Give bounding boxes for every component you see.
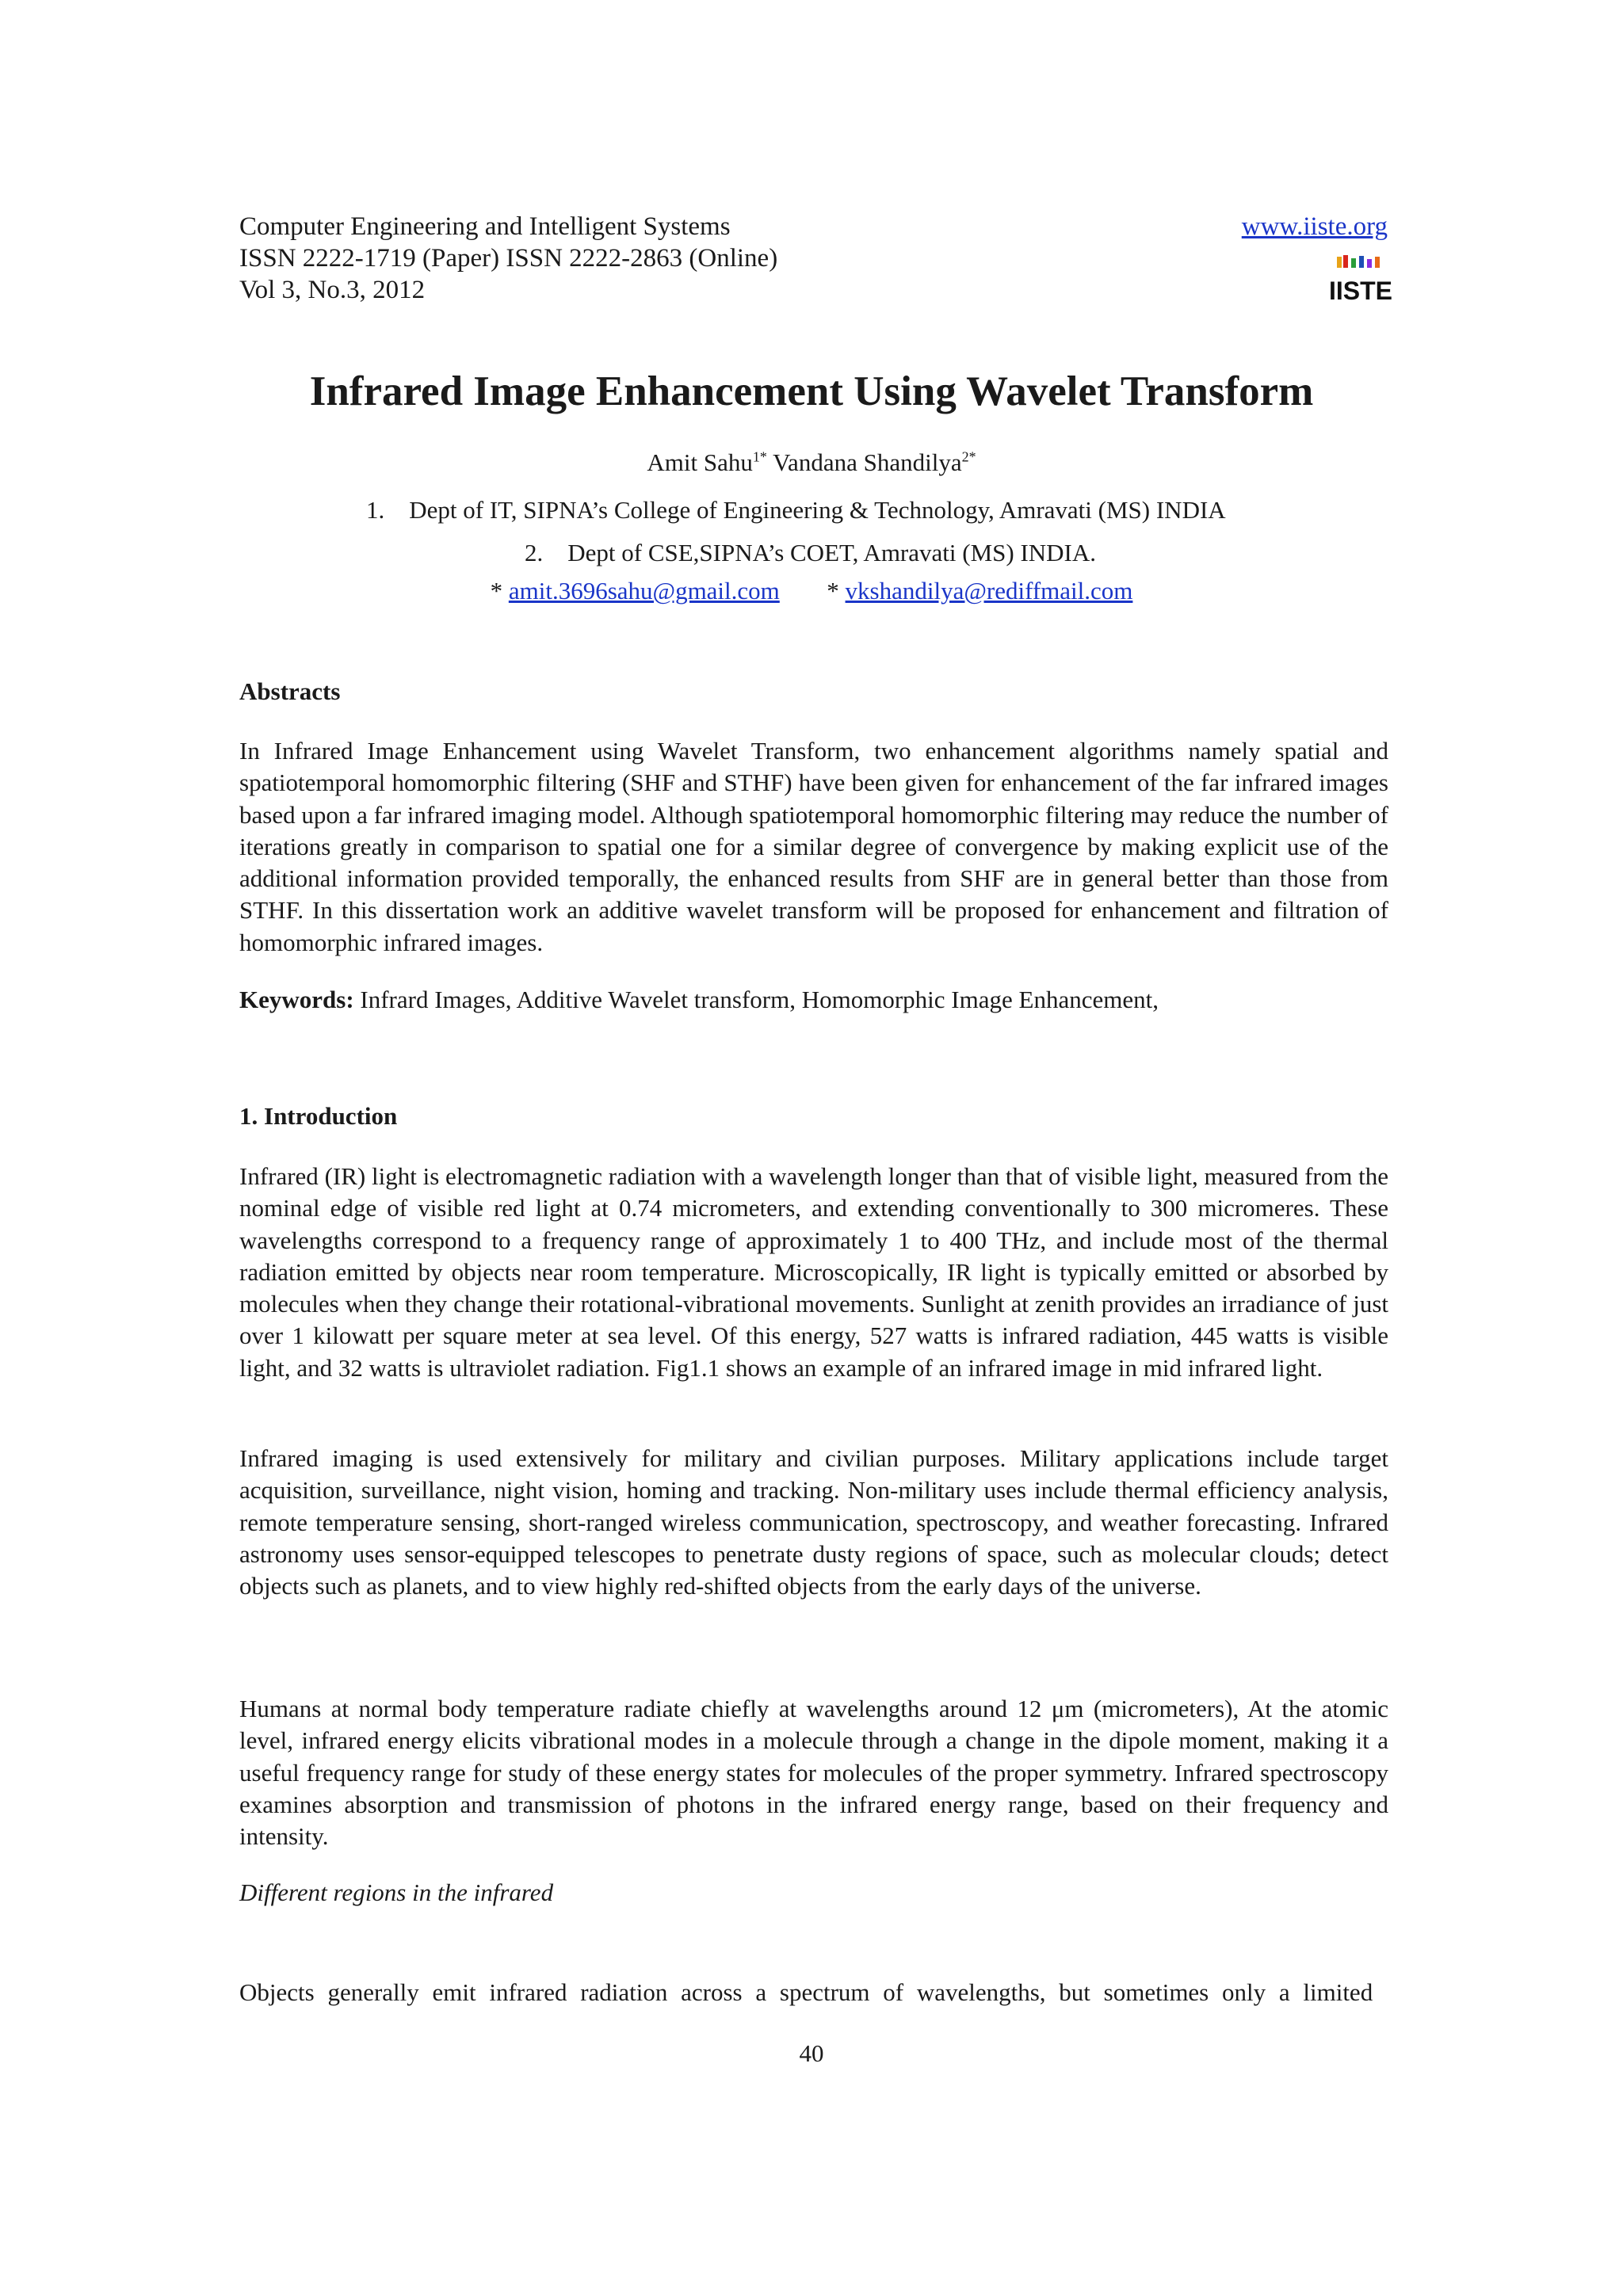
page-number: 40 <box>799 2039 824 2067</box>
author-1: Amit Sahu <box>647 448 753 476</box>
keywords-label: Keywords: <box>239 986 354 1013</box>
intro-paragraph-3: Humans at normal body temperature radiate chiefly at wavelengths around 12 μm (micrometers), At the atomic level, infrared energy elicits vibrational modes in a molecule through a change in the dipole moment, making it a useful frequency range for study of these energy states for molecules of the proper symmetry. Infrared spectroscopy examines absorption and transmission of photons in the infrared energy range, based on their frequency and intensity. <box>239 1695 1388 1851</box>
email-star-1: * <box>490 577 503 605</box>
issn-line: ISSN 2222-1719 (Paper) ISSN 2222-2863 (Online) <box>239 244 778 273</box>
email-line <box>0 577 1623 605</box>
author-2-sup: 2* <box>961 448 976 465</box>
intro-paragraph-2: Infrared imaging is used extensively for military and civilian purposes. Military applications include target acquisition, surveillance, night vision, homing and tracking. Non-military uses include thermal efficiency analysis, remote temperature sensing, short-ranged wireless communication, spectroscopy, and weather forecasting. Infrared astronomy uses sensor-equipped telescopes to penetrate dusty regions of space, such as molecular clouds; detect objects such as planets, and to view highly red-shifted objects from the early days of the universe. <box>239 1444 1388 1600</box>
keywords-text: Infrard Images, Additive Wavelet transform, Homomorphic Image Enhancement, <box>353 986 1159 1013</box>
email-link-2[interactable]: vkshandilya@rediffmail.com <box>845 577 1133 605</box>
abstract-heading: Abstracts <box>239 677 341 705</box>
keywords-line <box>239 986 1159 1014</box>
email-star-2: * <box>827 577 839 605</box>
section-heading-introduction: 1. Introduction <box>239 1102 398 1130</box>
authors-line <box>0 448 1623 477</box>
author-2: Vandana Shandilya <box>773 448 962 476</box>
journal-name: Computer Engineering and Intelligent Systems <box>239 212 731 241</box>
intro-paragraph-1: Infrared (IR) light is electromagnetic radiation with a wavelength longer than that of visible light, measured from the nominal edge of visible red light at 0.74 micrometers, and extending conventionally to 300 micromeres. These wavelengths correspond to a frequency range of approximately 1 to 400 THz, and include most of the thermal radiation emitted by objects near room temperature. Microscopically, IR light is typically emitted or absorbed by molecules when they change their rotational-vibrational movements. Sunlight at zenith provides an irradiance of just over 1 kilowatt per square meter at sea level. Of this energy, 527 watts is infrared radiation, 445 watts is visible light, and 32 watts is ultraviolet radiation. Fig1.1 shows an example of an infrared image in mid infrared light. <box>239 1162 1388 1382</box>
svg-text:IISTE: IISTE <box>1328 277 1393 305</box>
paper-title: Infrared Image Enhancement Using Wavelet Transform <box>309 368 1314 414</box>
volume-line: Vol 3, No.3, 2012 <box>239 276 426 304</box>
email-link-1[interactable]: amit.3696sahu@gmail.com <box>508 577 780 605</box>
iiste-logo <box>1328 254 1393 305</box>
website-link[interactable]: www.iiste.org <box>1241 212 1388 241</box>
intro-paragraph-4: Objects generally emit infrared radiation across a spectrum of wavelengths, but sometimes only a limited <box>239 1978 1373 2006</box>
author-1-sup: 1* <box>752 448 767 465</box>
iiste-logo-icon <box>1328 254 1393 305</box>
affiliation-1: 1. Dept of IT, SIPNA’s College of Engineering & Technology, Amravati (MS) INDIA <box>366 496 1226 524</box>
subheading-infrared-regions: Different regions in the infrared <box>239 1878 554 1906</box>
abstract-text: In Infrared Image Enhancement using Wavelet Transform, two enhancement algorithms namely spatial and spatiotemporal homomorphic filtering (SHF and STHF) have been given for enhancement of the far infrared images based upon a far infrared imaging model. Although spatiotemporal homomorphic filtering may reduce the number of iterations greatly in comparison to spatial one for a similar degree of convergence by making explicit use of the additional information provided temporally, the enhanced results from SHF are in general better than those from STHF. In this dissertation work an additive wavelet transform will be proposed for enhancement and filtration of homomorphic infrared images. <box>239 737 1388 956</box>
affiliation-2: 2. Dept of CSE,SIPNA’s COET, Amravati (MS) INDIA. <box>525 539 1097 566</box>
